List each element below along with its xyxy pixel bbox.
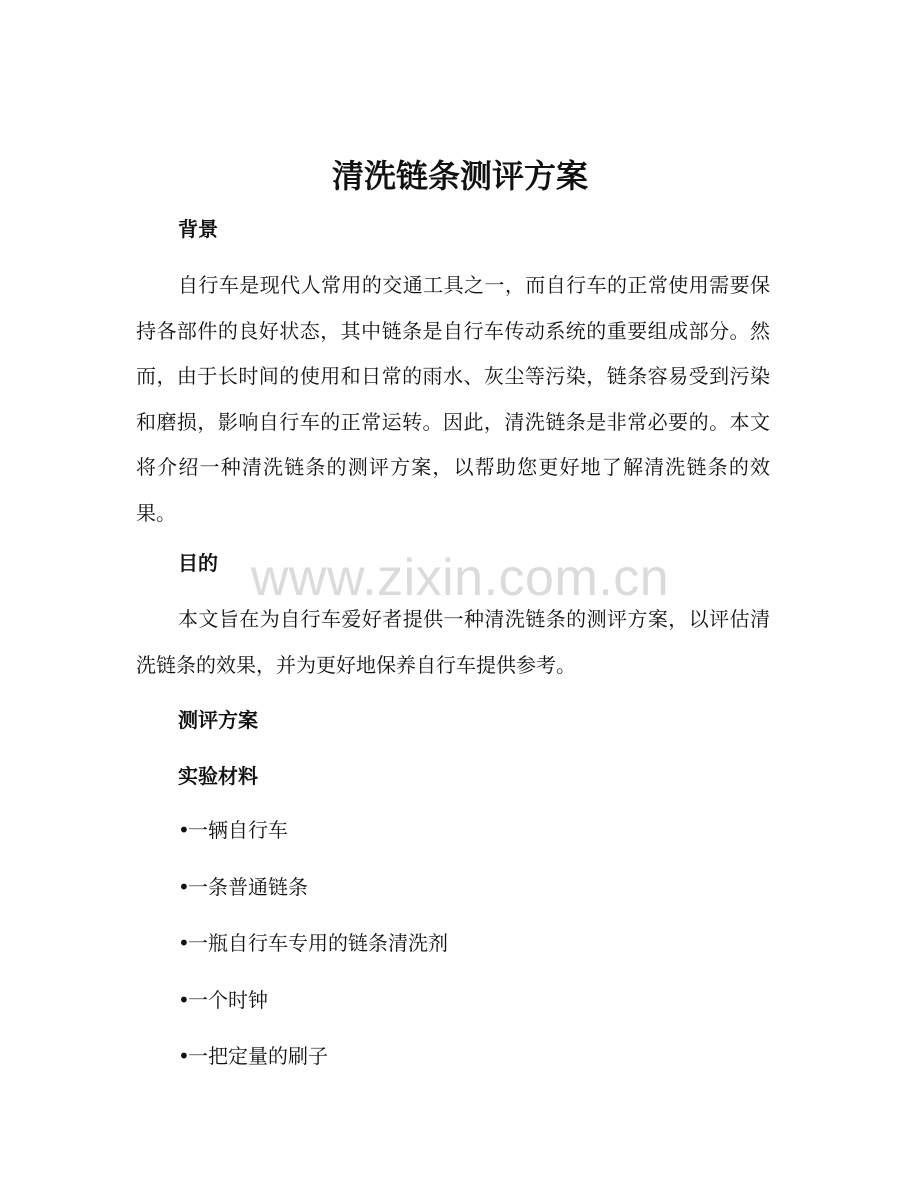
- list-item: [178, 928, 448, 985]
- list-item: [178, 815, 448, 872]
- list-item: [178, 985, 448, 1042]
- list-item-text: 一个时钟: [188, 987, 268, 1012]
- heading-plan: 测评方案: [178, 708, 258, 732]
- heading-materials: 实验材料: [178, 764, 258, 788]
- list-item-text: 一瓶自行车专用的链条清洗剂: [188, 931, 448, 956]
- bullet: •: [178, 1044, 190, 1069]
- list-item: [178, 872, 448, 929]
- list-item: [178, 1041, 448, 1098]
- bullet: •: [178, 874, 190, 899]
- heading-purpose: 目的: [178, 551, 218, 575]
- materials-list: [178, 815, 448, 1098]
- watermark-text: www.zixin.com.cn: [250, 549, 670, 607]
- paragraph-purpose: 本文旨在为自行车爱好者提供一种清洗链条的测评方案，以评估清洗链条的效果，并为更好地保养自行车提供参考。: [136, 607, 770, 677]
- bullet: •: [178, 931, 190, 956]
- list-item-text: 一把定量的刷子: [188, 1044, 328, 1069]
- bullet: •: [178, 818, 190, 842]
- bullet: •: [178, 987, 190, 1012]
- paragraph-background: 自行车是现代人常用的交通工具之一，而自行车的正常使用需要保持各部件的良好状态，其中链条是自行车传动系统的重要组成部分。然而，由于长时间的使用和日常的雨水、灰尘等污染，链条容易受到污染和磨损，影响自行车的正常运转。因此，清洗链条是非常必要的。本文将介绍一种清洗链条的测评方案，以帮助您更好地了解清洗链条的效果。: [136, 273, 770, 525]
- heading-background: 背景: [178, 217, 218, 241]
- document-title: 清洗链条测评方案: [331, 157, 588, 195]
- list-item-text: 一条普通链条: [188, 874, 308, 899]
- list-item-text: 一辆自行车: [188, 818, 288, 842]
